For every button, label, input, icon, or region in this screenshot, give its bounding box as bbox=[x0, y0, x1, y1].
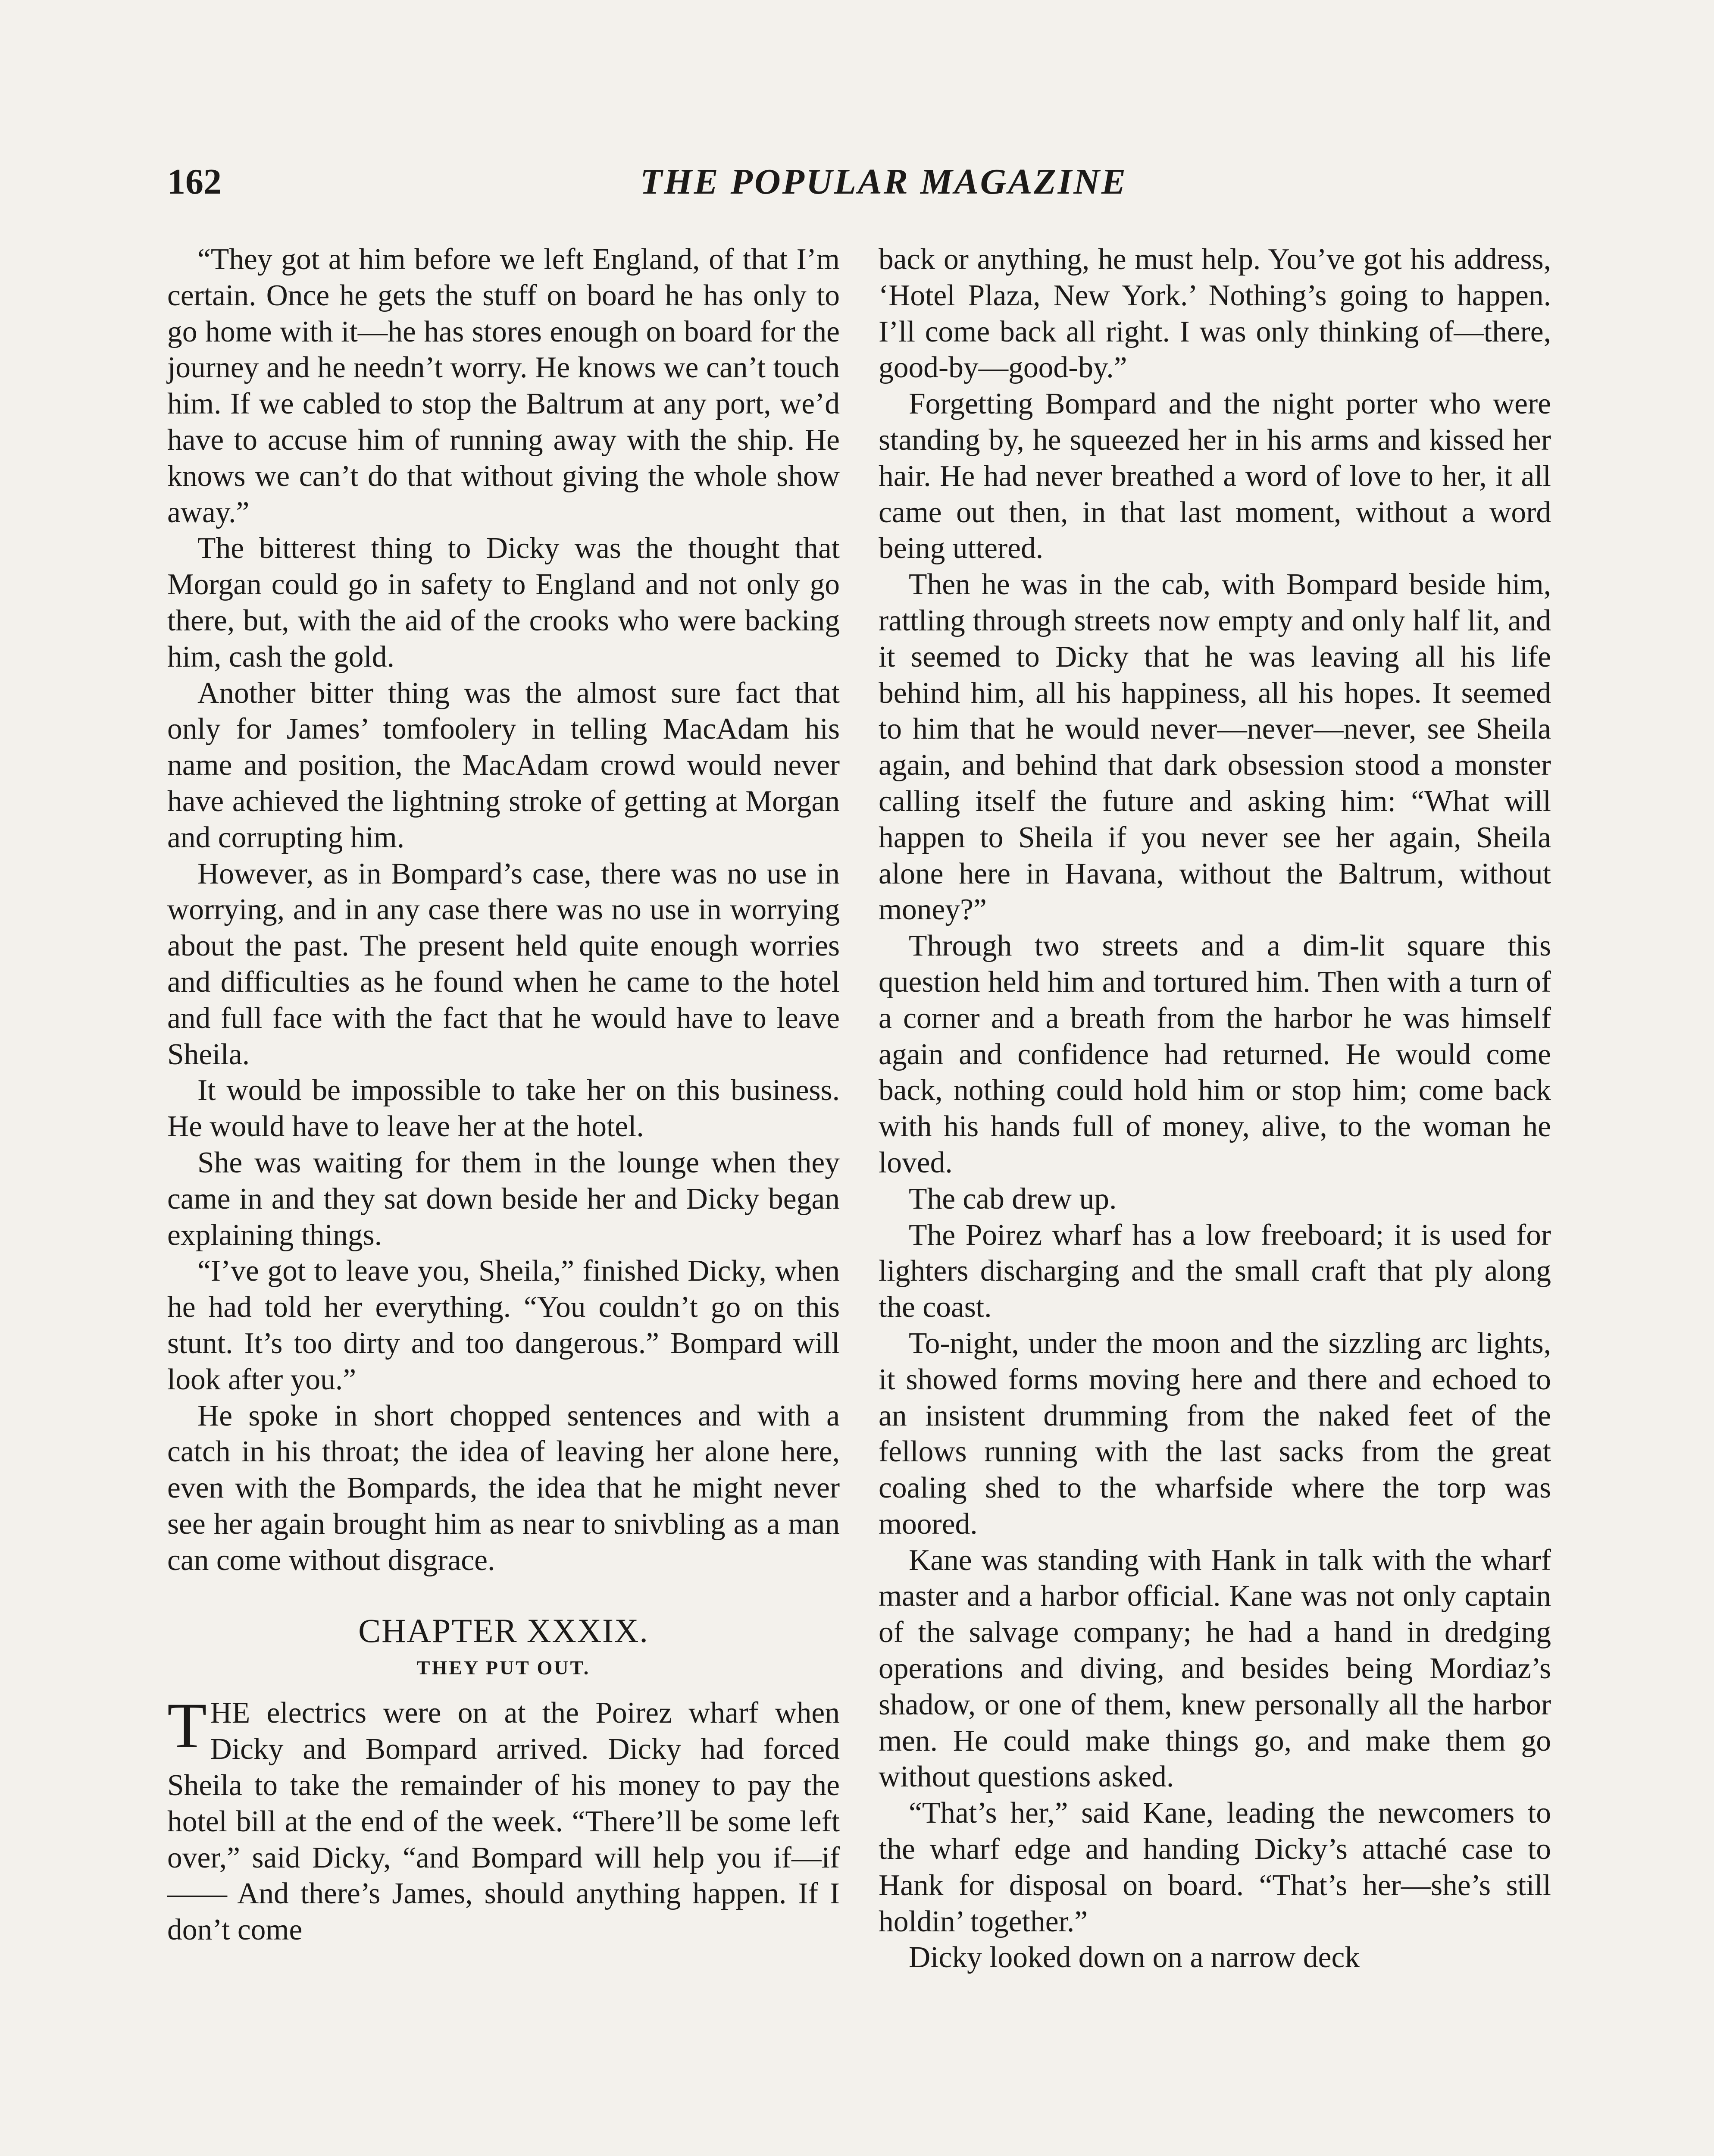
paragraph: The Poirez wharf has a low freeboard; it is used for lighters discharging and the small craft that ply along the coast. bbox=[879, 1218, 1551, 1324]
page-number: 162 bbox=[167, 162, 222, 202]
chapter-subtitle: THEY PUT OUT. bbox=[416, 1657, 591, 1679]
paragraph: The cab drew up. bbox=[909, 1182, 1117, 1216]
paragraph: Then he was in the cab, with Bompard beside him, rattling through streets now empty and only half lit, and it seemed to Dicky that he was leaving all his life behind him, all his happiness, all his hopes. It seemed to him that he would never—never—never, see Sheila again, and behind that dark obsession stood a monster calling itself the future and asking him: “What will happen to Sheila if you never see her again, Sheila alone here in Havana, without the Baltrum, without money?” bbox=[879, 568, 1551, 927]
paragraph: Another bitter thing was the almost sure fact that only for James’ tomfoolery in telling MacAdam his name and position, the MacAdam crowd would never have achieved the lightning stroke of getting at Morgan and corrupting him. bbox=[167, 676, 840, 854]
paragraph: However, as in Bompard’s case, there was no use in worrying, and in any case there was no use in worrying about the past. The present held quite enough worries and difficulties as he found when he came to the hotel and full face with the fact that he would have to leave Sheila. bbox=[167, 857, 840, 1071]
paragraph: “They got at him before we left England, of that I’m certain. Once he gets the stuff on board he has only to go home with it—he has stores enough on board for the journey and he needn’t worry. He knows we can’t touch him. If we cabled to stop the Baltrum at any port, we’d have to accuse him of running away with the ship. He knows we can’t do that without giving the whole show away.” bbox=[167, 243, 840, 529]
paragraph: He spoke in short chopped sentences and with a catch in his throat; the idea of leaving her alone here, even with the Bompards, the idea that he might never see her again brought him as near to snivbling as a man can come without disgrace. bbox=[167, 1399, 840, 1577]
paragraph: Kane was standing with Hank in talk with the wharf master and a harbor official. Kane was not only captain of the salvage company; he had a hand in dredging operations and diving, and besides being Mordiaz’s shadow, or one of them, knew personally all the harbor men. He could make things go, and make them go without questions asked. bbox=[879, 1543, 1551, 1794]
paragraph: back or anything, he must help. You’ve got his address, ‘Hotel Plaza, New York.’ Nothing’s going to happen. I’ll come back all right. I was only thinking of—there, good-by—good-by.” bbox=[879, 243, 1551, 385]
left-column bbox=[167, 241, 840, 1948]
chapter-opening-paragraph bbox=[167, 1690, 840, 1948]
paragraph: Through two streets and a dim-lit square this question held him and tortured him. Then with a turn of a corner and a breath from the harbor he was himself again and confidence had returned. He would come back, nothing could hold him or stop him; come back with his hands full of money, alive, to the woman he loved. bbox=[879, 929, 1551, 1179]
running-head: THE POPULAR MAGAZINE bbox=[640, 162, 1128, 202]
paragraph: Dicky looked down on a narrow deck bbox=[909, 1941, 1360, 1974]
chapter-heading: CHAPTER XXXIX. bbox=[358, 1612, 649, 1650]
chapter-opening-text: HE electrics were on at the Poirez wharf when Dicky and Bompard arrived. Dicky had forced Sheila to take the remainder of his money to pay the hotel bill at the end of the week. “There’ll be some left over,” said Dicky, “and Bompard will help you if—if—— And there’s James, should anything happen. If I don’t come bbox=[167, 1696, 840, 1947]
paragraph: To-night, under the moon and the sizzling arc lights, it showed forms moving here and there and echoed to an insistent drumming from the naked feet of the fellows running with the last sacks from the great coaling shed to the wharfside where the torp was moored. bbox=[879, 1326, 1551, 1541]
paragraph: “I’ve got to leave you, Sheila,” finished Dicky, when he had told her everything. “You couldn’t go on this stunt. It’s too dirty and too dangerous.” Bompard will look after you.” bbox=[167, 1254, 840, 1396]
drop-cap: T bbox=[167, 1690, 207, 1762]
paragraph: Forgetting Bompard and the night porter who were standing by, he squeezed her in his arms and kissed her hair. He had never breathed a word of love to her, it all came out then, in that last moment, without a word being uttered. bbox=[879, 387, 1551, 565]
paragraph: It would be impossible to take her on this business. He would have to leave her at the hotel. bbox=[167, 1074, 840, 1144]
paragraph: The bitterest thing to Dicky was the thought that Morgan could go in safety to England and not only go there, but, with the aid of the crooks who were backing him, cash the gold. bbox=[167, 532, 840, 674]
paragraph: She was waiting for them in the lounge when they came in and they sat down beside her and Dicky began explaining things. bbox=[167, 1146, 840, 1252]
paragraph: “That’s her,” said Kane, leading the newcomers to the wharf edge and handing Dicky’s attaché case to Hank for disposal on board. “That’s her—she’s still holdin’ together.” bbox=[879, 1796, 1551, 1938]
right-column bbox=[879, 241, 1551, 1976]
